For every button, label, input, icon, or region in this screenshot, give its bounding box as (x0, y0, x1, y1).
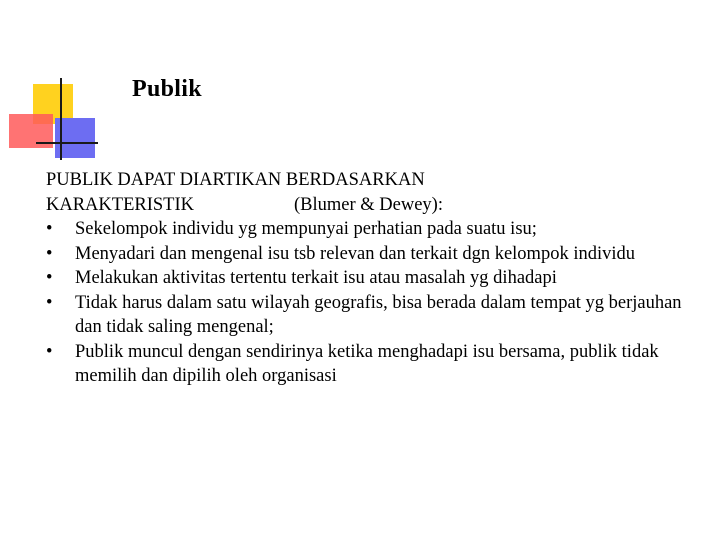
bullet-marker: • (46, 243, 53, 264)
bullet-marker: • (46, 341, 53, 362)
heading-line-1: PUBLIK DAPAT DIARTIKAN BERDASARKAN (46, 170, 425, 190)
bullet-item (46, 242, 686, 267)
bullet-text: Sekelompok individu yg mempunyai perhatian pada suatu isu; (75, 219, 537, 239)
bullet-marker: • (46, 268, 53, 288)
slide-logo-decoration (0, 0, 110, 170)
bullet-list (46, 217, 686, 389)
bullet-text: Menyadari dan mengenal isu tsb relevan dan terkait dgn kelompok individu (75, 243, 635, 264)
bullet-item (46, 340, 686, 389)
bullet-item (46, 291, 686, 340)
logo-vertical-line (60, 78, 62, 160)
bullet-marker: • (46, 219, 53, 239)
heading-line-2 (46, 193, 686, 218)
bullet-item (46, 266, 686, 291)
slide-title: Publik (132, 76, 202, 102)
heading-line-2-right: (Blumer & Dewey): (294, 194, 443, 215)
slide-body (46, 168, 686, 389)
bullet-marker: • (46, 292, 53, 313)
logo-horizontal-line (36, 142, 98, 144)
bullet-text: Tidak harus dalam satu wilayah geografis, bisa berada dalam tempat yg berjauhan dan tidak saling mengenal; (75, 292, 682, 337)
bullet-text: Melakukan aktivitas tertentu terkait isu atau masalah yg dihadapi (75, 268, 557, 288)
bullet-text: Publik muncul dengan sendirinya ketika menghadapi isu bersama, publik tidak memilih dan dipilih oleh organisasi (75, 341, 659, 386)
bullet-item (46, 217, 686, 242)
heading-line-2-left: KARAKTERISTIK (46, 194, 194, 215)
